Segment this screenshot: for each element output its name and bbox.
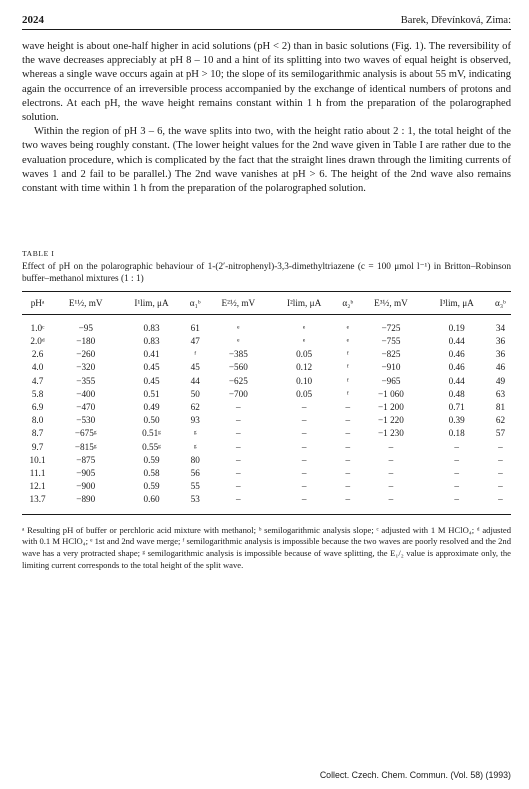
table-cell: 0.39 — [448, 415, 465, 426]
column-header: I²lim, μA — [271, 292, 337, 315]
table-cell: −890 — [53, 493, 118, 515]
table-cell: 0.48 — [448, 388, 465, 399]
table-cell: – — [388, 454, 394, 465]
table-cell: 55 — [190, 481, 200, 492]
table-cell: 0.05 — [296, 349, 313, 360]
table-cell: −905 — [76, 467, 96, 478]
table-cell: 0.83 — [143, 336, 160, 347]
table-row — [22, 348, 511, 361]
table-cell: −815ᵍ — [74, 441, 97, 452]
table-cell: – — [301, 415, 307, 426]
table-cell: 0.44 — [448, 336, 465, 347]
table-header-row — [22, 292, 511, 315]
table-cell: 49 — [495, 375, 506, 386]
body-text — [22, 40, 511, 196]
table-cell: 0.45 — [143, 375, 160, 386]
table-cell: – — [388, 481, 394, 492]
table-cell: 53 — [185, 493, 206, 515]
table-cell: – — [345, 415, 351, 426]
table-cell: 57 — [495, 428, 506, 439]
table-cell: 63 — [495, 388, 506, 399]
column-header: pHᵃ — [22, 292, 53, 315]
running-authors: Barek, Dřevínková, Zima: — [400, 15, 511, 26]
table-cell: – — [454, 481, 459, 492]
table-cell: – — [236, 467, 241, 478]
table-row — [22, 387, 511, 400]
page-number: 2024 — [22, 14, 44, 26]
table-cell: 45 — [190, 362, 200, 373]
table-cell: 2.6 — [31, 349, 44, 360]
header-rule — [22, 29, 511, 30]
table-cell: 62 — [495, 415, 506, 426]
column-header: I¹lim, μA — [118, 292, 184, 315]
table-cell: 0.58 — [143, 467, 160, 478]
table-cell: 0.51 — [143, 388, 160, 399]
table-cell: 0.83 — [143, 322, 160, 333]
table-cell: −180 — [76, 336, 96, 347]
table-cell: 10.1 — [29, 454, 46, 465]
table-cell: 80 — [190, 454, 200, 465]
table-row — [22, 361, 511, 374]
table-cell: – — [301, 481, 307, 492]
table-cell: – — [345, 481, 351, 492]
table-cell: 0.05 — [296, 388, 313, 399]
table-cell: 0.10 — [296, 375, 313, 386]
table-cell: 5.8 — [31, 388, 44, 399]
table-cell: 2.0ᵈ — [30, 336, 45, 347]
table-cell: 0.46 — [448, 362, 465, 373]
table-cell: −725 — [381, 322, 401, 333]
table-cell: −700 — [228, 388, 248, 399]
table-cell: −1 220 — [378, 415, 404, 426]
data-table — [22, 291, 511, 515]
table-cell: 0.18 — [448, 428, 465, 439]
table-cell: ᶠ — [346, 362, 349, 373]
table-cell: – — [301, 441, 307, 452]
table-cell: – — [490, 493, 511, 515]
table-cell: 13.7 — [22, 493, 53, 515]
table-cell: – — [301, 467, 307, 478]
table-row — [22, 334, 511, 347]
table-row — [22, 453, 511, 466]
table-cell: ᶠ — [346, 375, 349, 386]
table-row — [22, 374, 511, 387]
table-body — [22, 315, 511, 515]
table-cell: ᵉ — [237, 322, 240, 333]
table-cell: 0.44 — [448, 375, 465, 386]
table-cell: – — [271, 493, 337, 515]
table-cell: 8.7 — [31, 428, 44, 439]
table-cell: – — [301, 401, 307, 412]
table-cell: 34 — [495, 322, 506, 333]
table-cell: – — [236, 454, 241, 465]
table-cell: 0.59 — [143, 481, 160, 492]
table-cell: – — [236, 441, 241, 452]
table-cell: −260 — [76, 349, 96, 360]
table-cell: 0.51ᵍ — [142, 428, 161, 439]
table-cell: −755 — [381, 336, 401, 347]
table-cell: – — [206, 493, 271, 515]
table-cell: – — [388, 441, 394, 452]
table-cell: – — [345, 454, 351, 465]
table-cell: 93 — [190, 415, 200, 426]
table-cell: ᵉ — [237, 336, 240, 347]
table-cell: ᵉ — [346, 336, 349, 347]
table-row — [22, 427, 511, 440]
table-cell: – — [358, 493, 423, 515]
table-cell: −625 — [228, 375, 248, 386]
table-cell: ᵉ — [302, 336, 306, 347]
table-cell: −910 — [381, 362, 401, 373]
column-header: α₃ᵇ — [490, 292, 511, 315]
table-cell: 0.71 — [448, 401, 465, 412]
table-cell: – — [236, 428, 241, 439]
table-cell: −400 — [76, 388, 96, 399]
table-cell: 4.7 — [31, 375, 44, 386]
table-cell: −560 — [228, 362, 248, 373]
table-cell: – — [345, 441, 351, 452]
column-header: E²½, mV — [206, 292, 271, 315]
table-cell: – — [236, 415, 241, 426]
table-row — [22, 440, 511, 453]
table-cell: ᶠ — [194, 349, 197, 360]
table-cell: 62 — [190, 401, 200, 412]
table-footnotes: ᵃ Resulting pH of buffer or perchloric acid mixture with methanol; ᵇ semilogarithmic analysis slope; ᶜ adjusted with 1 M HClO₄; ᵈ adjusted with 0.1 M HClO₄; ᵉ 1st and 2nd wave merge; ᶠ semilogarithmic analysis is impossible because the two waves are poorly resolved and the 2nd wave has a very protracted shape; ᵍ semilogarithmic analysis is impossible because of wave splitting, the E₁/₂ value is approximate only, the limiting current corresponds to the total height of the split wave. — [22, 524, 511, 570]
paragraph-2: Within the region of pH 3 – 6, the wave splits into two, with the height ratio about 2 : 1, the total height of the two waves being roughly constant. (The lower height values for the 2nd wave given in Table I are rather due to the evaluation procedure, which is complicated by the fact that the straight lines drawn through the limiting currents of waves 1 and 2 fail to be parallel.) The 2nd wave vanishes at pH > 6. The height of the 2nd wave also remains constant with time within 1 h from the preparation of the polarographed solution. — [22, 126, 511, 195]
table-cell: 6.9 — [31, 401, 44, 412]
table-cell: −1 200 — [378, 401, 404, 412]
table-cell: ᵉ — [302, 322, 306, 333]
table-cell: 8.0 — [31, 415, 44, 426]
table-row — [22, 479, 511, 492]
table-cell: 81 — [495, 401, 506, 412]
table-caption — [22, 248, 511, 285]
table-cell: −320 — [76, 362, 96, 373]
table-cell: – — [345, 467, 351, 478]
table-cell: – — [498, 467, 503, 478]
table-cell: 0.49 — [143, 401, 160, 412]
table-cell: – — [345, 428, 351, 439]
table-cell: 12.1 — [29, 481, 46, 492]
table-cell: 0.19 — [448, 322, 465, 333]
table-cell: – — [236, 481, 241, 492]
journal-footer: Collect. Czech. Chem. Commun. (Vol. 58) (1993) — [319, 770, 511, 780]
table-cell: 0.60 — [118, 493, 184, 515]
table-cell: – — [498, 441, 503, 452]
table-cell: ᵍ — [193, 428, 197, 439]
table-cell: 0.45 — [143, 362, 160, 373]
table-cell: −355 — [76, 375, 96, 386]
table-cell: – — [337, 493, 358, 515]
column-header: E³½, mV — [358, 292, 423, 315]
table-cell: −875 — [76, 454, 96, 465]
table-cell: 56 — [190, 467, 200, 478]
table-row — [22, 315, 511, 335]
table-cell: −900 — [76, 481, 96, 492]
table-cell: 61 — [190, 322, 200, 333]
table-cell: ᶠ — [346, 388, 349, 399]
table-row — [22, 493, 511, 515]
column-header: E¹½, mV — [53, 292, 118, 315]
table-cell: 0.50 — [143, 415, 160, 426]
table-cell: – — [301, 428, 307, 439]
table-cell: – — [388, 467, 394, 478]
table-row — [22, 414, 511, 427]
table-cell: – — [454, 467, 459, 478]
table-cell: 1.0ᶜ — [30, 322, 45, 333]
table-cell: −675ᵍ — [74, 428, 97, 439]
table-cell: 0.41 — [143, 349, 160, 360]
table-cell: 11.1 — [29, 467, 46, 478]
column-header: α₂ᵇ — [337, 292, 358, 315]
column-header: I³lim, μA — [424, 292, 490, 315]
table-cell: 0.46 — [448, 349, 465, 360]
table-cell: −470 — [76, 401, 96, 412]
table-cell: – — [498, 481, 503, 492]
table-cell: 47 — [190, 336, 200, 347]
table-cell: – — [498, 454, 503, 465]
table-cell: −1 230 — [378, 428, 404, 439]
table-cell: 36 — [495, 349, 506, 360]
table-label: TABLE I — [22, 249, 55, 259]
table-row — [22, 400, 511, 413]
table-cell: ᵍ — [193, 441, 197, 452]
table-cell: – — [236, 401, 241, 412]
table-cell: ᵉ — [346, 322, 349, 333]
table-cell: 50 — [190, 388, 200, 399]
table-cell: ᶠ — [346, 349, 349, 360]
paragraph-1: wave height is about one-half higher in acid solutions (pH < 2) than in basic solutions (Fig. 1). The reversibility of the wave decreases appreciably at pH 8 – 10 and a hint of its splitting into two waves of equal height is observed, whereas a single wave occurs again at pH > 10; the slope of its semilogarithmic analysis is about 55 mV, indicating again the occurrence of an irreversible process accompanied by the exchange of identical numbers of protons and electrons. At each pH, the wave height remains constant within 1 h from the preparation of the polarographed solution. — [22, 41, 511, 124]
table-cell: −965 — [381, 375, 401, 386]
table-cell: 0.12 — [296, 362, 313, 373]
table-caption-text: Effect of pH on the polarographic behaviour of 1-(2′-nitrophenyl)-3,3-dimethyltriazene (c = 100 μmol l⁻¹) in Britton–Robinson buffer–methanol mixtures (1 : 1) — [22, 262, 511, 285]
table-cell: – — [301, 454, 307, 465]
table-cell: 4.0 — [31, 362, 44, 373]
table-cell: −385 — [228, 349, 248, 360]
table-cell: −825 — [381, 349, 401, 360]
table-row — [22, 466, 511, 479]
table-cell: – — [345, 401, 351, 412]
table-cell: −95 — [78, 322, 93, 333]
table-cell: – — [454, 441, 459, 452]
table-cell: 0.55ᵍ — [142, 441, 161, 452]
column-header: α₁ᵇ — [185, 292, 206, 315]
table-cell: 0.59 — [143, 454, 160, 465]
table-cell: 9.7 — [31, 441, 44, 452]
table-cell: 44 — [190, 375, 200, 386]
table-cell: −1 060 — [378, 388, 404, 399]
page — [22, 14, 511, 571]
table-cell: – — [424, 493, 490, 515]
running-header — [22, 14, 511, 26]
table-cell: −530 — [76, 415, 96, 426]
table-cell: 46 — [495, 362, 506, 373]
table-cell: 36 — [495, 336, 506, 347]
table-cell: – — [454, 454, 459, 465]
